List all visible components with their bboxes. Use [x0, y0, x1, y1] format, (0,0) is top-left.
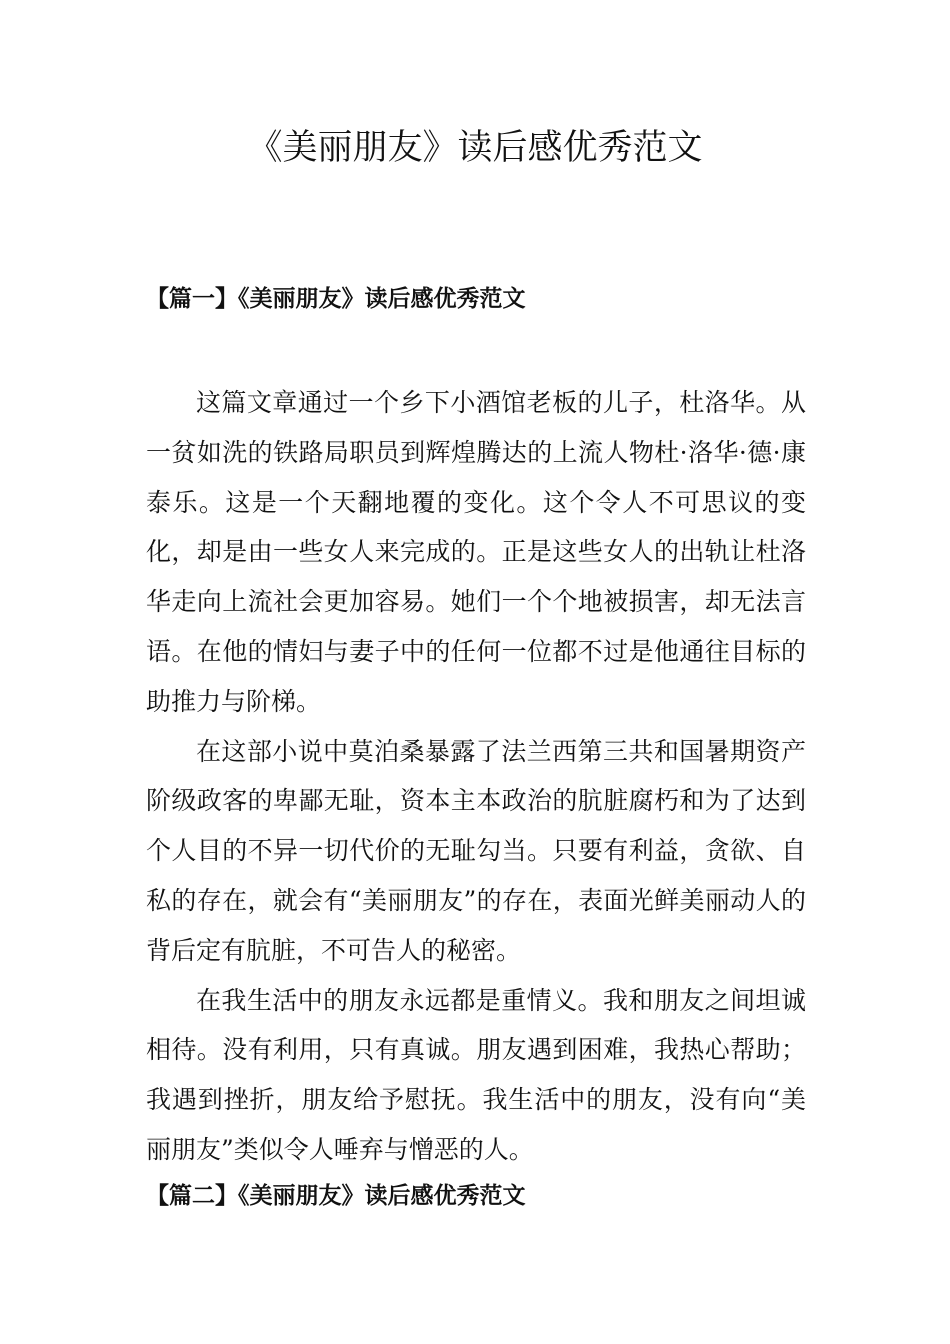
paragraph-1: 这篇文章通过一个乡下小酒馆老板的儿子，杜洛华。从一贫如洗的铁路局职员到辉煌腾达的上流人物杜·洛华·德·康泰乐。这是一个天翻地覆的变化。这个令人不可思议的变化，却是由一些女人来完成的。正是这些女人的出轨让杜洛华走向上流社会更加容易。她们一个个地被损害，却无法言语。在他的情妇与妻子中的任何一位都不过是他通往目标的助推力与阶梯。 — [146, 388, 806, 716]
paragraph-3: 在我生活中的朋友永远都是重情义。我和朋友之间坦诚相待。没有利用，只有真诚。朋友遇到困难，我热心帮助；我遇到挫折，朋友给予慰抚。我生活中的朋友，没有向“美丽朋友”类似令人唾弃与憎恶的人。 — [146, 985, 806, 1164]
section-heading-2: 【篇二】《美丽朋友》读后感优秀范文 — [146, 1182, 526, 1209]
section-heading-1: 【篇一】《美丽朋友》读后感优秀范文 — [146, 285, 526, 312]
section-1-body — [146, 378, 806, 1175]
paragraph-2: 在这部小说中莫泊桑暴露了法兰西第三共和国暑期资产阶级政客的卑鄙无耻，资本主本政治的肮脏腐朽和为了达到个人目的不异一切代价的无耻勾当。只要有利益，贪欲、自私的存在，就会有“美丽朋友”的存在，表面光鲜美丽动人的背后定有肮脏，不可告人的秘密。 — [146, 736, 806, 965]
document-title: 《美丽朋友》读后感优秀范文 — [247, 128, 703, 168]
